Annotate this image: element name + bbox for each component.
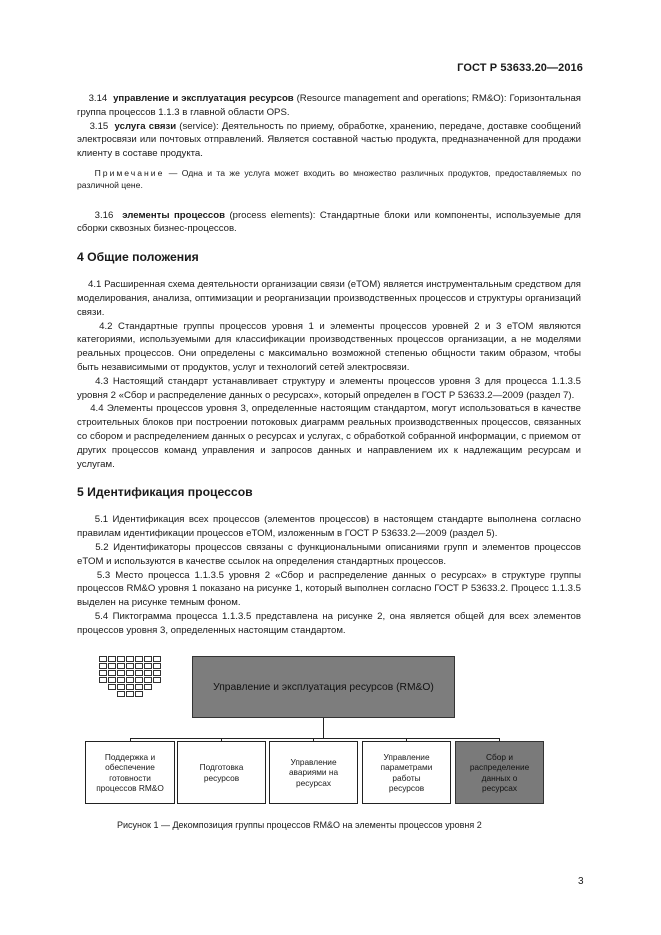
section-4-title: 4 Общие положения <box>77 250 199 265</box>
etom-grid-icon <box>99 656 162 698</box>
definition-3-14: 3.14 управление и эксплуатация ресурсов (Resource management and operations; RM&O): Горизонтальная группа процессов 1.1.3 в главной области OPS. <box>77 93 581 118</box>
page-number: 3 <box>578 876 584 887</box>
paragraph-5-2: 5.2 Идентификаторы процессов связаны с функциональными описаниями групп и элементов процессов eTOM и используются в качестве ссылок на определения стандартных процессов. <box>77 541 581 567</box>
process-box-3: Управление авариями на ресурсах <box>269 741 358 804</box>
paragraph-5-3: 5.3 Место процесса 1.1.3.5 уровня 2 «Сбор и распределение данных о ресурсах» в структуре группы процессов RM&O уровня 1 показано на рисунке 1, который выполнен согласно ГОСТ Р 53633.2. Процесс 1.1.3.5 выделен на рисунке темным фоном. <box>77 569 581 609</box>
document-body <box>77 92 581 638</box>
process-box-4: Управление параметрами работы ресурсов <box>362 741 451 804</box>
document-header: ГОСТ Р 53633.20—2016 <box>457 62 583 74</box>
figure-caption: Рисунок 1 — Декомпозиция группы процессов RM&O на элементы процессов уровня 2 <box>117 820 482 830</box>
connector-vertical-top <box>323 718 324 738</box>
note: Примечание — Одна и та же услуга может входить во множество различных продуктов, предоставляемых по различной цене. <box>77 167 581 191</box>
process-box-2: Подготовка ресурсов <box>177 741 266 804</box>
paragraph-4-3: 4.3 Настоящий стандарт устанавливает структуру и элементы процессов уровня 3 для процесса 1.1.3.5 уровня 2 «Сбор и распределение данных о ресурсах», который определен в ГОСТ Р 53633.2—2009 (раздел 7). <box>77 375 582 401</box>
definition-3-15: 3.15 услуга связи (service): Деятельность по приему, обработке, хранению, передаче, доставке сообщений электросвязи или почтовых отправлений. Является составной частью продукта, предназначенной для продажи клиенту в составе продукта. <box>77 120 581 160</box>
paragraph-4-2: 4.2 Стандартные группы процессов уровня 1 и элементы процессов уровней 2 и 3 eTOM являются категориями, используемыми для классификации производственных процессов организации, а не моделями реальных процессов. Они определены с максимально возможной степенью общности таким образом, чтобы быть независимыми от продуктов, услуг и технологий сетей электросвязи. <box>77 320 581 373</box>
rmo-group-box: Управление и эксплуатация ресурсов (RM&O) <box>192 656 455 718</box>
paragraph-5-4: 5.4 Пиктограмма процесса 1.1.3.5 представлена на рисунке 2, она является общей для всех элементов процессов уровня 3, определенных настоящим стандартом. <box>77 610 581 636</box>
paragraph-5-1: 5.1 Идентификация всех процессов (элементов процессов) в настоящем стандарте выполнена согласно правилам идентификации процессов eTOM, изложенным в ГОСТ Р 53633.2—2009 (раздел 5). <box>77 514 581 540</box>
paragraph-4-4: 4.4 Элементы процессов уровня 3, определенные настоящим стандартом, могут использоваться в качестве строительных блоков при построении потоковых диаграмм реальных производственных процессов, связанных со сбором и распределением данных о ресурсах и услугах, с обработкой собранной информации, с приемом от других процессов команд управления и запросов данных и направлением их к надлежащим ресурсам и услугам. <box>77 403 581 470</box>
connector-horizontal <box>130 738 499 739</box>
definition-3-16: 3.16 элементы процессов (process elements): Стандартные блоки или компоненты, используемые для сборки сквозных бизнес-процессов. <box>77 209 581 235</box>
process-box-5-highlighted: Сбор и распределение данных о ресурсах <box>455 741 544 804</box>
process-box-1: Поддержка и обеспечение готовности процессов RM&O <box>85 741 175 804</box>
paragraph-4-1: 4.1 Расширенная схема деятельности организации связи (eTOM) является инструментальным средством для моделирования, анализа, оптимизации и реорганизации производственных процессов и структуры организаций связи. <box>77 279 581 318</box>
section-5-title: 5 Идентификация процессов <box>77 485 253 500</box>
